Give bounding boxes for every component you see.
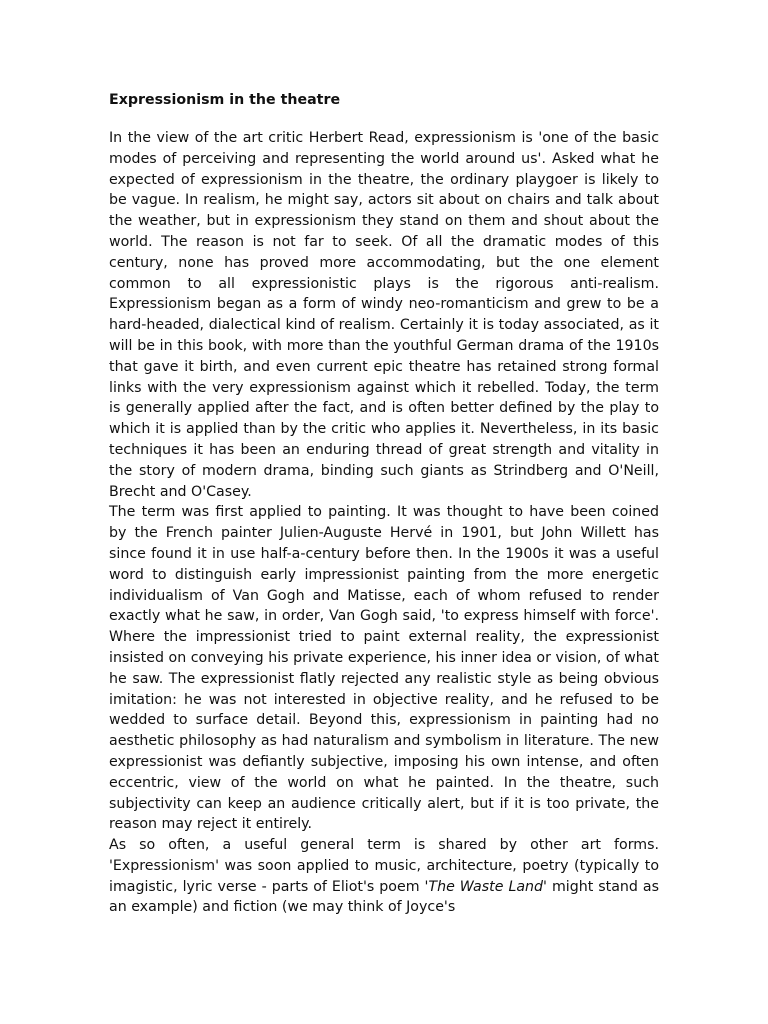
paragraph-other-art-forms xyxy=(109,835,659,918)
document-page xyxy=(109,88,659,918)
paragraph-term-origin: The term was first applied to painting. It was thought to have been coined by the French painter Julien-Auguste Hervé in 1901, but John Willett has since found it in use half-a-century before then. In the 1900s it was a useful word to distinguish early impressionist painting from the more energetic individualism of Van Gogh and Matisse, each of whom refused to render exactly what he saw, in order, Van Gogh said, 'to express himself with force'. Where the impressionist tried to paint external reality, the expressionist insisted on conveying his private experience, his inner idea or vision, of what he saw. The expressionist flatly rejected any realistic style as being obvious imitation: he was not interested in objective reality, and he refused to be wedded to surface detail. Beyond this, expressionism in painting had no aesthetic philosophy as had naturalism and symbolism in literature. The new expressionist was defiantly subjective, imposing his own intense, and often eccentric, view of the world on what he painted. In the theatre, such subjectivity can keep an audience critically alert, but if it is too private, the reason may reject it entirely. xyxy=(109,504,659,833)
paragraph-herbert-read: In the view of the art critic Herbert Read, expressionism is 'one of the basic modes of perceiving and representing the world around us'. Asked what he expected of expressionism in the theatre, the ordinary playgoer is likely to be vague. In realism, he might say, actors sit about on chairs and talk about the weather, but in expressionism they stand on them and shout about the world. The reason is not far to seek. Of all the dramatic modes of this century, none has proved more accommodating, but the one element common to all expressionistic plays is the rigorous anti-realism. Expressionism began as a form of windy neo-romanticism and grew to be a hard-headed, dialectical kind of realism. Certainly it is today associated, as it will be in this book, with more than the youthful German drama of the 1910s that gave it birth, and even current epic theatre has retained strong formal links with the very expressionism against which it rebelled. Today, the term is generally applied after the fact, and is often better defined by the play to which it is applied than by the critic who applies it. Nevertheless, in its basic techniques it has been an enduring thread of great strength and vitality in the story of modern drama, binding such giants as Strindberg and O'Neill, Brecht and O'Casey. xyxy=(109,130,659,500)
italic-title-the-waste-land: The Waste Land xyxy=(428,878,544,895)
paragraph-text-before-italic: As so often, a useful general term is shared by other art forms. 'Expressionism' was soon applied to music, architecture, poetry (typically to imagistic, lyric verse - parts of Eliot's poem ' xyxy=(109,837,659,895)
document-title: Expressionism in the theatre xyxy=(109,92,341,108)
paragraph-text-after-italic: ' might stand as an example) and fiction (we may think of Joyce's xyxy=(109,878,660,916)
